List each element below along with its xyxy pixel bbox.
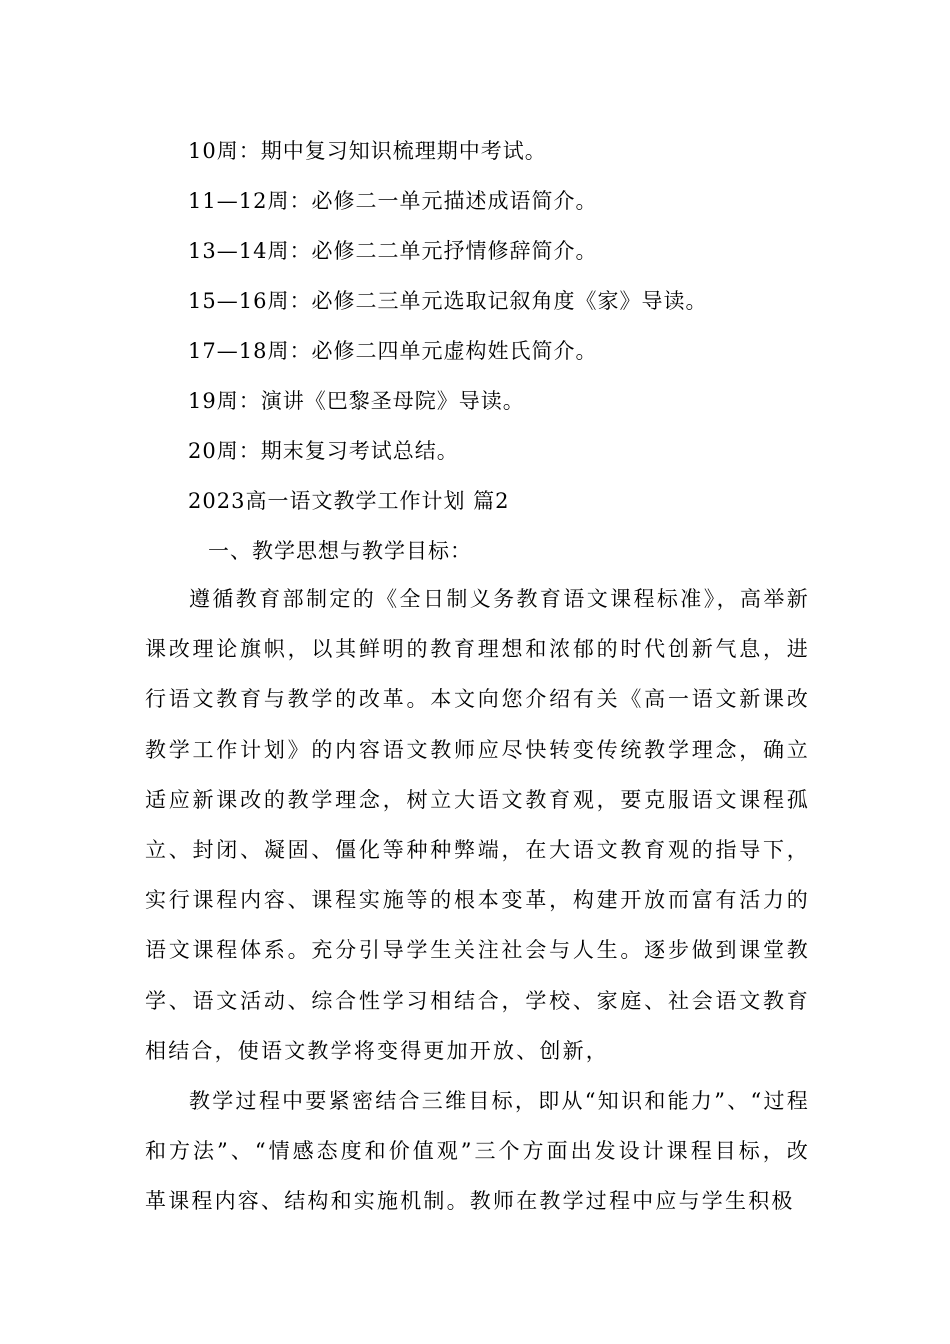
- schedule-line-week-15-16: 15—16周：必修二三单元选取记叙角度《家》导读。: [188, 289, 708, 313]
- schedule-line-week-20: 20周：期末复习考试总结。: [188, 439, 459, 463]
- schedule-line-week-17-18: 17—18周：必修二四单元虚构姓氏简介。: [188, 339, 598, 363]
- paragraph-three-dimensional-goals: 教学过程中要紧密结合三维目标，即从“知识和能力”、“过程和方法”、“情感态度和价值观”三个方面出发设计课程目标，改革课程内容、结构和实施机制。教师在教学过程中应与学生积极: [145, 1089, 810, 1214]
- plan-title: 2023高一语文教学工作计划 篇2: [188, 489, 510, 513]
- schedule-line-week-19: 19周：演讲《巴黎圣母院》导读。: [188, 389, 525, 413]
- paragraph-teaching-philosophy: 遵循教育部制定的《全日制义务教育语文课程标准》，高举新课改理论旗帜，以其鲜明的教育理想和浓郁的时代创新气息，进行语文教育与教学的改革。本文向您介绍有关《高一语文新课改教学工作计划》的内容语文教师应尽快转变传统教学理念，确立适应新课改的教学理念，树立大语文教育观，要克服语文课程孤立、封闭、凝固、僵化等种种弊端，在大语文教育观的指导下，实行课程内容、课程实施等的根本变革，构建开放而富有活力的语文课程体系。充分引导学生关注社会与人生。逐步做到课堂教学、语文活动、综合性学习相结合，学校、家庭、社会语文教育相结合，使语文教学将变得更加开放、创新，: [145, 587, 810, 1063]
- schedule-line-week-13-14: 13—14周：必修二二单元抒情修辞简介。: [188, 239, 598, 263]
- schedule-line-week-10: 10周：期中复习知识梳理期中考试。: [188, 139, 547, 163]
- schedule-line-week-11-12: 11—12周：必修二一单元描述成语简介。: [188, 189, 598, 213]
- section-heading: 一、教学思想与教学目标：: [208, 539, 472, 563]
